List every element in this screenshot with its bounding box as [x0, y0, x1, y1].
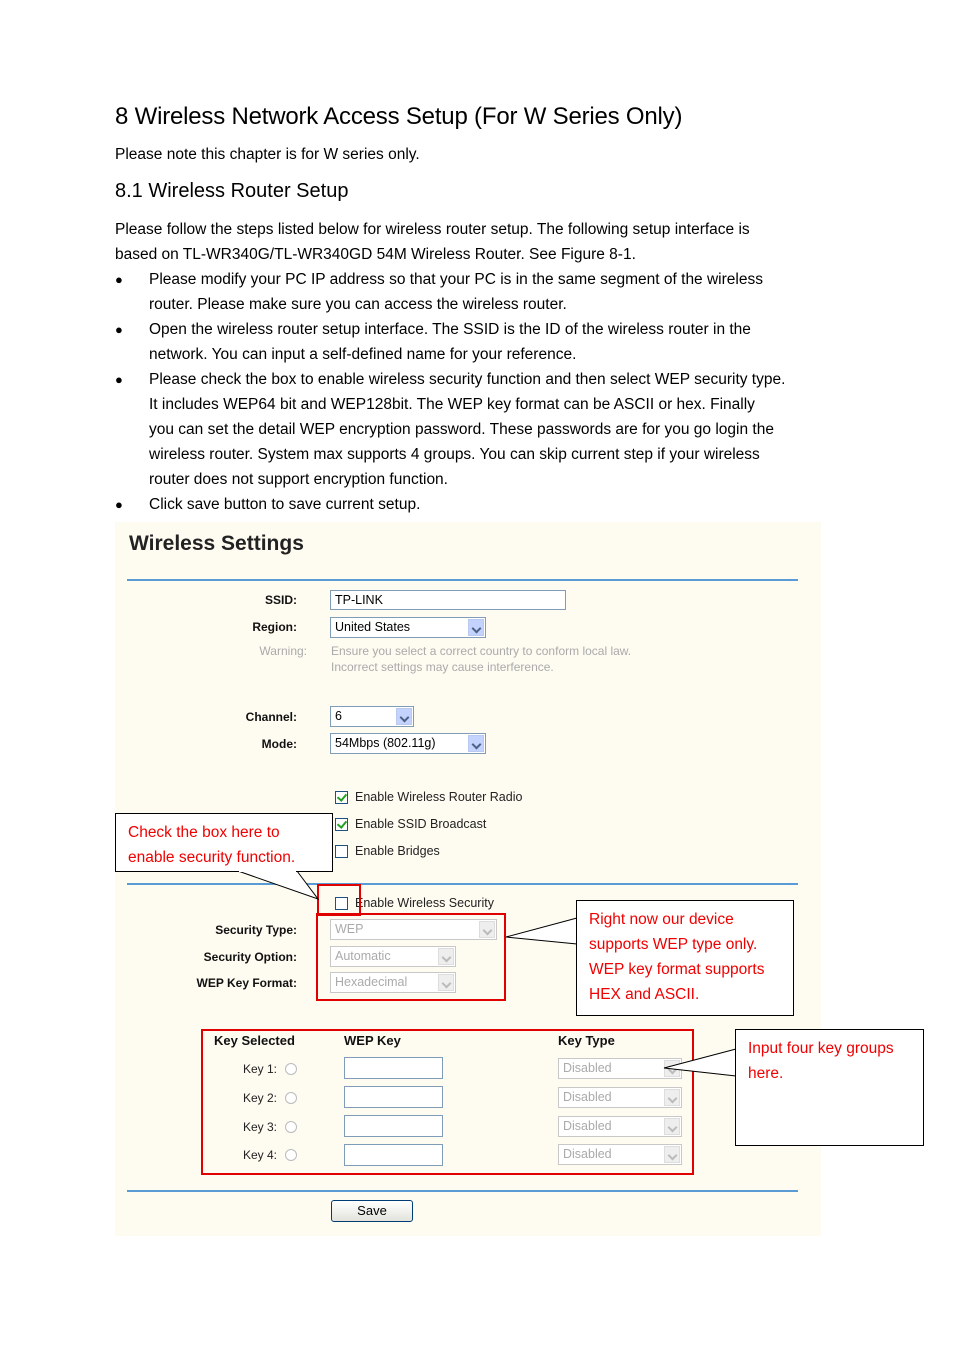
callout-line: here. [748, 1065, 784, 1082]
enable-ssid-label: Enable SSID Broadcast [355, 817, 487, 831]
key-1-label: Key 1: [243, 1062, 278, 1076]
warning-label: Warning: [259, 644, 307, 658]
channel-value: 6 [335, 709, 342, 723]
checkbox-callout [115, 813, 333, 872]
callout-line: Input four key groups [748, 1040, 894, 1057]
key-format-value: Hexadecimal [335, 975, 408, 989]
key-2-label: Key 2: [243, 1091, 278, 1105]
mode-label: Mode: [261, 737, 297, 751]
chapter-note: Please note this chapter is for W series only. [115, 146, 420, 163]
bullet-3-line: It includes WEP64 bit and WEP128bit. The WEP key format can be ASCII or hex. Finally [149, 396, 755, 413]
callout-line: Check the box here to [128, 824, 280, 841]
key-4-type-value: Disabled [563, 1147, 612, 1161]
save-button[interactable]: Save [331, 1200, 413, 1222]
channel-label: Channel: [245, 710, 297, 724]
bullet-3-line: you can set the detail WEP encryption password. These passwords are for you go login the [149, 421, 774, 438]
callout-line: Right now our device [589, 911, 734, 928]
keys-callout [735, 1029, 924, 1146]
bullet-2-line: Open the wireless router setup interface. The SSID is the ID of the wireless router in the [149, 321, 751, 338]
enable-bridges-label: Enable Bridges [355, 844, 440, 858]
bullet-2-line: network. You can input a self-defined name for your reference. [149, 346, 577, 363]
key-4-label: Key 4: [243, 1148, 278, 1162]
keys-callout-pointer [664, 1049, 736, 1076]
enable-radio-label: Enable Wireless Router Radio [355, 790, 523, 804]
wep-callout [576, 900, 794, 1016]
bullet-3-line: wireless router. System max supports 4 groups. You can skip current step if your wireless [149, 446, 760, 463]
security-option-label: Security Option: [203, 950, 297, 964]
mode-value: 54Mbps (802.11g) [335, 736, 436, 750]
bullet-dot: ● [115, 497, 123, 512]
chapter-heading: 8 Wireless Network Access Setup (For W Series Only) [115, 103, 683, 130]
section-heading: 8.1 Wireless Router Setup [115, 180, 349, 202]
intro-line-2: based on TL-WR340G/TL-WR340GD 54M Wireless Router. See Figure 8-1. [115, 246, 636, 263]
warning-line: Incorrect settings may cause interference. [331, 660, 554, 674]
ssid-label: SSID: [264, 593, 297, 607]
bullet-1-line: router. Please make sure you can access the wireless router. [149, 296, 567, 313]
col-key-type: Key Type [558, 1033, 615, 1048]
key-3-type-value: Disabled [563, 1119, 612, 1133]
callout-edge [115, 871, 239, 872]
callout-line: supports WEP type only. [589, 936, 758, 953]
enable-security-label: Enable Wireless Security [355, 896, 494, 910]
col-wep-key: WEP Key [344, 1033, 401, 1048]
ssid-input[interactable]: TP-LINK [330, 590, 566, 610]
intro-line-1: Please follow the steps listed below for wireless router setup. The following setup interface is [115, 221, 750, 238]
key-2-type-value: Disabled [563, 1090, 612, 1104]
region-label: Region: [252, 620, 297, 634]
bullet-dot: ● [115, 322, 123, 337]
wireless-settings-title: Wireless Settings [129, 532, 304, 555]
callout-edge [296, 871, 333, 872]
callout-line: WEP key format supports [589, 961, 765, 978]
callout-line: enable security function. [128, 849, 296, 866]
security-type-label: Security Type: [215, 923, 297, 937]
warning-line: Ensure you select a correct country to conform local law. [331, 644, 632, 658]
col-key-selected: Key Selected [214, 1033, 295, 1048]
checkbox-callout-pointer [238, 871, 318, 899]
security-option-value: Automatic [335, 949, 391, 963]
bullet-dot: ● [115, 372, 123, 387]
wep-callout-pointer [506, 918, 577, 944]
security-type-value: WEP [335, 922, 364, 936]
bullet-dot: ● [115, 272, 123, 287]
key-1-type-value: Disabled [563, 1061, 612, 1075]
bullet-3-line: Please check the box to enable wireless security function and then select WEP security type. [149, 371, 786, 388]
bullet-4-line: Click save button to save current setup. [149, 496, 421, 513]
bullet-1-line: Please modify your PC IP address so that your PC is in the same segment of the wireless [149, 271, 763, 288]
key-3-label: Key 3: [243, 1120, 278, 1134]
region-value: United States [335, 620, 411, 634]
key-format-label: WEP Key Format: [196, 976, 297, 990]
callout-line: HEX and ASCII. [589, 986, 700, 1003]
bullet-3-line: router does not support encryption function. [149, 471, 448, 488]
